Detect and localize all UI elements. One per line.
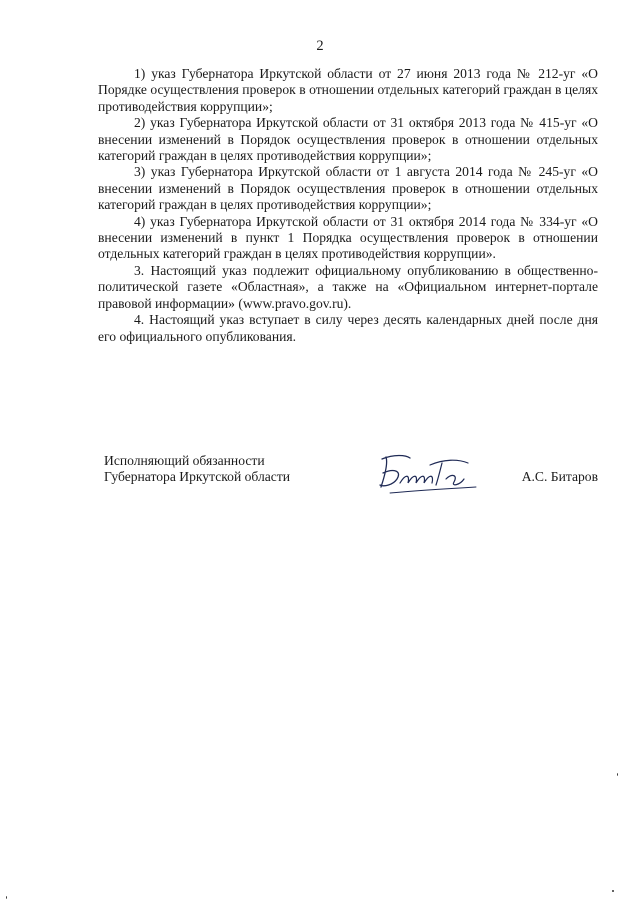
handwritten-signature xyxy=(372,449,492,497)
paragraph-clause-3: 3. Настоящий указ подлежит официальному опубликованию в общественно-политической газете «Областная», а также на «Официальном интернет-портале правовой информации» (www.pravo.gov.ru). xyxy=(98,262,598,311)
scan-speck xyxy=(612,890,614,892)
signer-name: А.С. Битаров xyxy=(521,469,598,484)
signer-title-line-2: Губернатора Иркутской области xyxy=(104,469,291,484)
paragraph-item-4: 4) указ Губернатора Иркутской области от 31 октября 2014 года № 334-уг «О внесении изменений в пункт 1 Порядка осуществления проверок в отношении отдельных категорий граждан в целях противодействия коррупции». xyxy=(98,213,598,262)
scan-speck xyxy=(617,773,618,776)
paragraph-item-2: 2) указ Губернатора Иркутской области от 31 октября 2013 года № 415-уг «О внесении изменений в Порядок осуществления проверок в отношении отдельных категорий граждан в целях противодействия коррупции»; xyxy=(98,115,598,164)
signer-title xyxy=(104,453,290,485)
paragraph-clause-4: 4. Настоящий указ вступает в силу через десять календарных дней после дня его официального опубликования. xyxy=(98,312,598,344)
paragraph-item-3: 3) указ Губернатора Иркутской области от 1 августа 2014 года № 245-уг «О внесении изменений в Порядок осуществления проверок в отношении отдельных категорий граждан в целях противодействия коррупции»; xyxy=(98,164,598,213)
scan-speck xyxy=(6,896,7,899)
document-body xyxy=(98,66,598,345)
signer-title-line-1: Исполняющий обязанности xyxy=(104,453,265,468)
signature-block xyxy=(104,453,598,513)
page-number: 2 xyxy=(316,38,324,54)
paragraph-item-1: 1) указ Губернатора Иркутской области от 27 июня 2013 года № 212-уг «О Порядке осуществления проверок в отношении отдельных категорий граждан в целях противодействия коррупции»; xyxy=(98,66,598,114)
